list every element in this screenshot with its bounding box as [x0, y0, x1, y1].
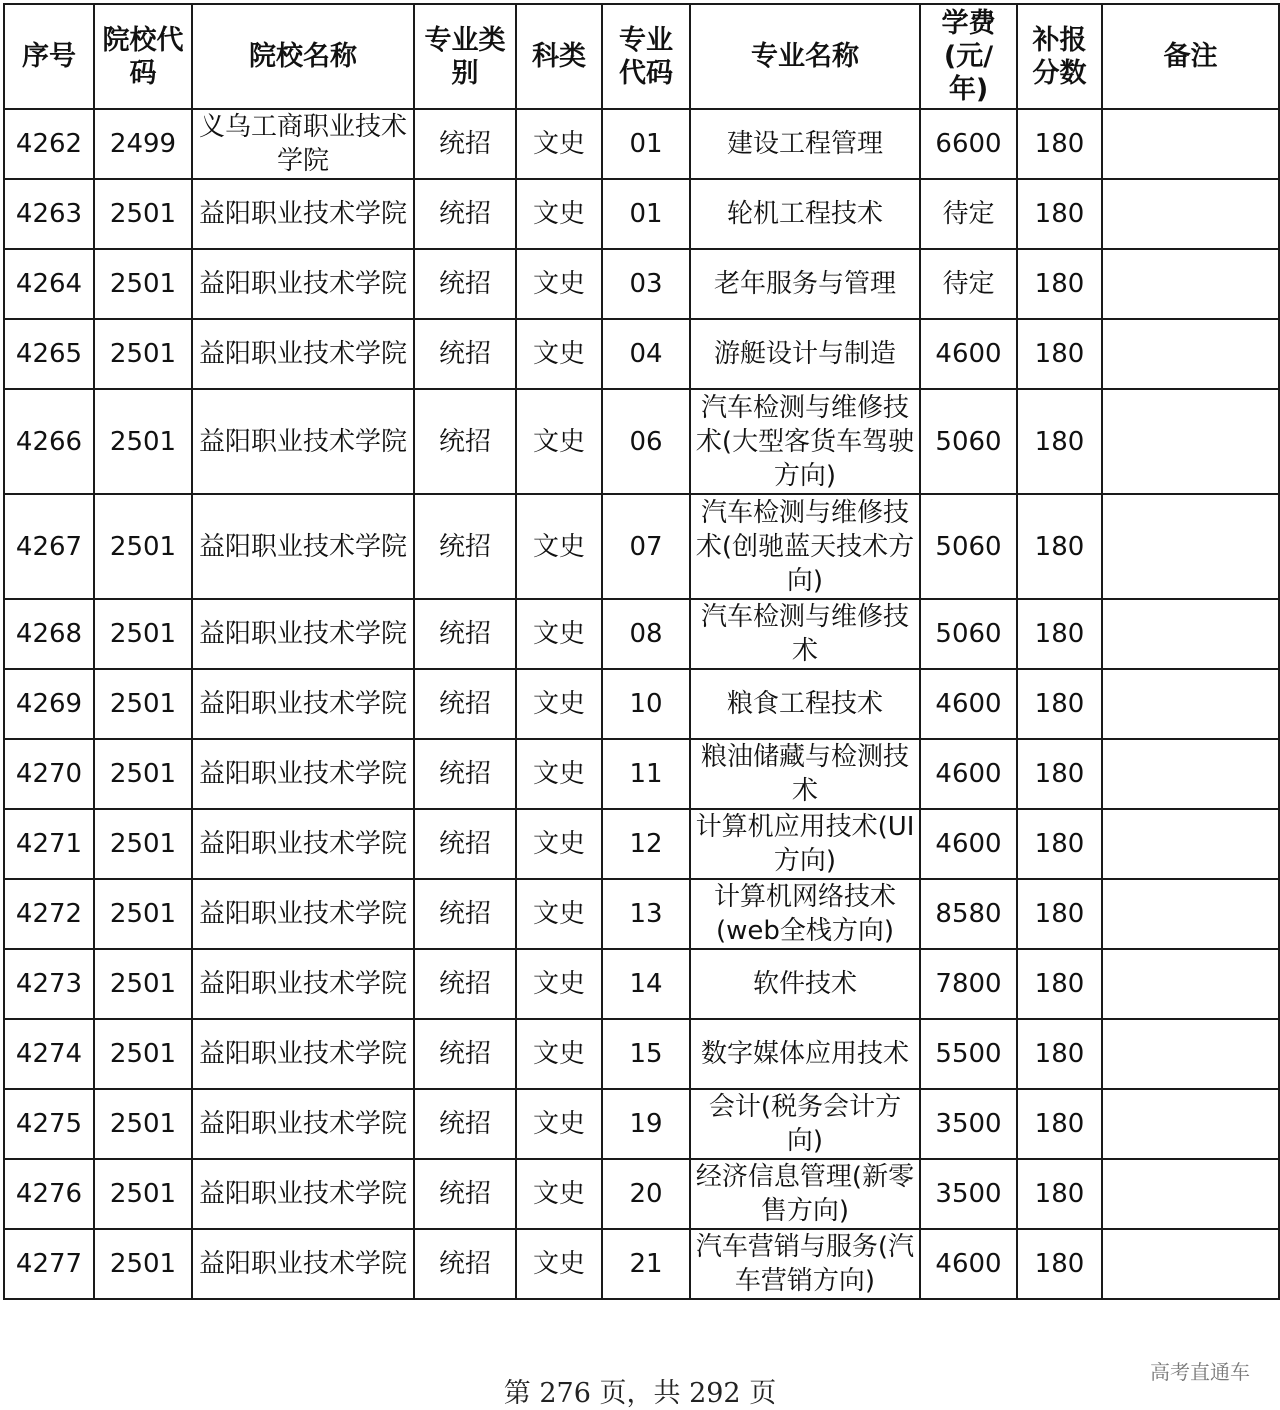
- cell-subject: 文史: [516, 739, 602, 809]
- page-footer: 第 276 页，共 292 页: [503, 1378, 777, 1409]
- cell-school-name: 益阳职业技术学院: [192, 879, 414, 949]
- cell-school-code: 2501: [94, 1089, 192, 1159]
- table-row: [4, 1229, 1279, 1299]
- cell-remark: [1102, 494, 1279, 599]
- cell-subject: 文史: [516, 389, 602, 494]
- cell-school-name: 益阳职业技术学院: [192, 739, 414, 809]
- cell-remark: [1102, 599, 1279, 669]
- cell-major-type: 统招: [414, 249, 516, 319]
- cell-score: 180: [1017, 389, 1102, 494]
- table-row: [4, 179, 1279, 249]
- cell-remark: [1102, 669, 1279, 739]
- cell-remark: [1102, 109, 1279, 179]
- cell-seq: 4274: [4, 1019, 94, 1089]
- cell-school-name: 益阳职业技术学院: [192, 389, 414, 494]
- header-school-name: 院校名称: [192, 4, 414, 109]
- table-row: [4, 319, 1279, 389]
- cell-major-type: 统招: [414, 949, 516, 1019]
- cell-tuition: 待定: [920, 249, 1017, 319]
- cell-subject: 文史: [516, 1089, 602, 1159]
- cell-score: 180: [1017, 599, 1102, 669]
- cell-major-code: 21: [602, 1229, 690, 1299]
- cell-major-name: 计算机应用技术(UI方向): [690, 809, 920, 879]
- cell-major-code: 19: [602, 1089, 690, 1159]
- cell-school-code: 2499: [94, 109, 192, 179]
- cell-remark: [1102, 179, 1279, 249]
- cell-school-code: 2501: [94, 949, 192, 1019]
- table-row: [4, 599, 1279, 669]
- cell-major-name: 老年服务与管理: [690, 249, 920, 319]
- header-school-code: 院校代码: [94, 4, 192, 109]
- cell-major-code: 04: [602, 319, 690, 389]
- cell-major-name: 轮机工程技术: [690, 179, 920, 249]
- cell-remark: [1102, 1229, 1279, 1299]
- cell-major-type: 统招: [414, 494, 516, 599]
- cell-major-name: 粮油储藏与检测技术: [690, 739, 920, 809]
- cell-major-code: 06: [602, 389, 690, 494]
- header-major-code: 专业代码: [602, 4, 690, 109]
- cell-tuition: 8580: [920, 879, 1017, 949]
- cell-school-name: 益阳职业技术学院: [192, 1229, 414, 1299]
- cell-major-name: 建设工程管理: [690, 109, 920, 179]
- cell-school-name: 益阳职业技术学院: [192, 669, 414, 739]
- cell-subject: 文史: [516, 109, 602, 179]
- cell-major-type: 统招: [414, 599, 516, 669]
- cell-subject: 文史: [516, 809, 602, 879]
- cell-tuition: 5060: [920, 599, 1017, 669]
- cell-seq: 4265: [4, 319, 94, 389]
- cell-major-code: 07: [602, 494, 690, 599]
- cell-subject: 文史: [516, 949, 602, 1019]
- cell-school-name: 益阳职业技术学院: [192, 249, 414, 319]
- cell-tuition: 3500: [920, 1089, 1017, 1159]
- cell-seq: 4271: [4, 809, 94, 879]
- cell-score: 180: [1017, 809, 1102, 879]
- cell-remark: [1102, 809, 1279, 879]
- cell-seq: 4272: [4, 879, 94, 949]
- cell-major-name: 数字媒体应用技术: [690, 1019, 920, 1089]
- header-major-type: 专业类别: [414, 4, 516, 109]
- watermark: 高考直通车: [1150, 1360, 1250, 1384]
- cell-school-code: 2501: [94, 319, 192, 389]
- header-remark: 备注: [1102, 4, 1279, 109]
- cell-score: 180: [1017, 1229, 1102, 1299]
- cell-seq: 4263: [4, 179, 94, 249]
- table-row: [4, 1159, 1279, 1229]
- cell-score: 180: [1017, 1159, 1102, 1229]
- cell-score: 180: [1017, 949, 1102, 1019]
- cell-school-code: 2501: [94, 494, 192, 599]
- cell-major-name: 汽车检测与维修技术: [690, 599, 920, 669]
- cell-school-name: 义乌工商职业技术学院: [192, 109, 414, 179]
- cell-major-type: 统招: [414, 109, 516, 179]
- cell-subject: 文史: [516, 1159, 602, 1229]
- cell-school-code: 2501: [94, 809, 192, 879]
- cell-seq: 4268: [4, 599, 94, 669]
- cell-major-type: 统招: [414, 669, 516, 739]
- cell-major-code: 20: [602, 1159, 690, 1229]
- cell-remark: [1102, 319, 1279, 389]
- cell-tuition: 4600: [920, 809, 1017, 879]
- table-row: [4, 494, 1279, 599]
- table-row: [4, 739, 1279, 809]
- cell-school-name: 益阳职业技术学院: [192, 319, 414, 389]
- cell-school-code: 2501: [94, 879, 192, 949]
- cell-remark: [1102, 389, 1279, 494]
- cell-tuition: 5060: [920, 494, 1017, 599]
- cell-score: 180: [1017, 739, 1102, 809]
- cell-subject: 文史: [516, 494, 602, 599]
- cell-school-name: 益阳职业技术学院: [192, 179, 414, 249]
- table-row: [4, 249, 1279, 319]
- cell-remark: [1102, 879, 1279, 949]
- cell-major-name: 汽车检测与维修技术(大型客货车驾驶方向): [690, 389, 920, 494]
- cell-seq: 4275: [4, 1089, 94, 1159]
- cell-major-code: 03: [602, 249, 690, 319]
- cell-major-name: 会计(税务会计方向): [690, 1089, 920, 1159]
- cell-seq: 4270: [4, 739, 94, 809]
- cell-major-type: 统招: [414, 1159, 516, 1229]
- cell-remark: [1102, 1089, 1279, 1159]
- cell-major-name: 计算机网络技术(web全栈方向): [690, 879, 920, 949]
- cell-tuition: 3500: [920, 1159, 1017, 1229]
- cell-major-type: 统招: [414, 389, 516, 494]
- cell-subject: 文史: [516, 319, 602, 389]
- cell-school-name: 益阳职业技术学院: [192, 599, 414, 669]
- cell-school-code: 2501: [94, 599, 192, 669]
- cell-seq: 4264: [4, 249, 94, 319]
- header-score: 补报分数: [1017, 4, 1102, 109]
- cell-major-type: 统招: [414, 739, 516, 809]
- cell-remark: [1102, 739, 1279, 809]
- cell-subject: 文史: [516, 179, 602, 249]
- table-row: [4, 1019, 1279, 1089]
- cell-major-name: 软件技术: [690, 949, 920, 1019]
- table-row: [4, 879, 1279, 949]
- cell-remark: [1102, 249, 1279, 319]
- cell-tuition: 5500: [920, 1019, 1017, 1089]
- table-row: [4, 109, 1279, 179]
- cell-subject: 文史: [516, 249, 602, 319]
- cell-major-name: 汽车检测与维修技术(创驰蓝天技术方向): [690, 494, 920, 599]
- cell-school-name: 益阳职业技术学院: [192, 949, 414, 1019]
- cell-school-name: 益阳职业技术学院: [192, 809, 414, 879]
- table-row: [4, 389, 1279, 494]
- cell-subject: 文史: [516, 879, 602, 949]
- cell-seq: 4273: [4, 949, 94, 1019]
- cell-tuition: 4600: [920, 669, 1017, 739]
- cell-tuition: 4600: [920, 739, 1017, 809]
- cell-major-code: 14: [602, 949, 690, 1019]
- cell-major-type: 统招: [414, 179, 516, 249]
- cell-remark: [1102, 949, 1279, 1019]
- cell-seq: 4269: [4, 669, 94, 739]
- cell-score: 180: [1017, 1089, 1102, 1159]
- cell-major-name: 经济信息管理(新零售方向): [690, 1159, 920, 1229]
- cell-major-type: 统招: [414, 879, 516, 949]
- cell-subject: 文史: [516, 669, 602, 739]
- cell-tuition: 7800: [920, 949, 1017, 1019]
- cell-major-code: 08: [602, 599, 690, 669]
- cell-major-name: 游艇设计与制造: [690, 319, 920, 389]
- cell-major-code: 01: [602, 109, 690, 179]
- table-row: [4, 949, 1279, 1019]
- cell-tuition: 待定: [920, 179, 1017, 249]
- cell-school-name: 益阳职业技术学院: [192, 1159, 414, 1229]
- cell-score: 180: [1017, 109, 1102, 179]
- cell-school-code: 2501: [94, 249, 192, 319]
- cell-seq: 4267: [4, 494, 94, 599]
- header-row: [4, 4, 1279, 109]
- cell-major-type: 统招: [414, 319, 516, 389]
- table-body: [4, 109, 1279, 1299]
- cell-school-name: 益阳职业技术学院: [192, 494, 414, 599]
- cell-major-type: 统招: [414, 809, 516, 879]
- cell-score: 180: [1017, 1019, 1102, 1089]
- cell-seq: 4276: [4, 1159, 94, 1229]
- cell-school-name: 益阳职业技术学院: [192, 1019, 414, 1089]
- cell-school-code: 2501: [94, 1019, 192, 1089]
- table-row: [4, 809, 1279, 879]
- cell-school-code: 2501: [94, 669, 192, 739]
- cell-subject: 文史: [516, 1019, 602, 1089]
- cell-school-code: 2501: [94, 389, 192, 494]
- cell-score: 180: [1017, 179, 1102, 249]
- cell-major-name: 粮食工程技术: [690, 669, 920, 739]
- cell-score: 180: [1017, 494, 1102, 599]
- header-major-name: 专业名称: [690, 4, 920, 109]
- cell-remark: [1102, 1159, 1279, 1229]
- cell-seq: 4277: [4, 1229, 94, 1299]
- cell-school-name: 益阳职业技术学院: [192, 1089, 414, 1159]
- cell-subject: 文史: [516, 1229, 602, 1299]
- cell-school-code: 2501: [94, 179, 192, 249]
- cell-remark: [1102, 1019, 1279, 1089]
- cell-score: 180: [1017, 319, 1102, 389]
- header-subject: 科类: [516, 4, 602, 109]
- header-tuition: 学费(元/年): [920, 4, 1017, 109]
- cell-major-code: 13: [602, 879, 690, 949]
- cell-score: 180: [1017, 879, 1102, 949]
- cell-tuition: 4600: [920, 1229, 1017, 1299]
- cell-seq: 4266: [4, 389, 94, 494]
- cell-score: 180: [1017, 669, 1102, 739]
- cell-major-code: 11: [602, 739, 690, 809]
- cell-major-code: 15: [602, 1019, 690, 1089]
- cell-major-code: 12: [602, 809, 690, 879]
- cell-seq: 4262: [4, 109, 94, 179]
- cell-subject: 文史: [516, 599, 602, 669]
- cell-tuition: 6600: [920, 109, 1017, 179]
- cell-major-type: 统招: [414, 1019, 516, 1089]
- cell-major-code: 01: [602, 179, 690, 249]
- cell-tuition: 4600: [920, 319, 1017, 389]
- admission-table: [3, 3, 1280, 1300]
- cell-school-code: 2501: [94, 1159, 192, 1229]
- cell-major-code: 10: [602, 669, 690, 739]
- cell-major-name: 汽车营销与服务(汽车营销方向): [690, 1229, 920, 1299]
- cell-tuition: 5060: [920, 389, 1017, 494]
- cell-major-type: 统招: [414, 1089, 516, 1159]
- cell-school-code: 2501: [94, 739, 192, 809]
- table-row: [4, 1089, 1279, 1159]
- cell-major-type: 统招: [414, 1229, 516, 1299]
- cell-school-code: 2501: [94, 1229, 192, 1299]
- cell-score: 180: [1017, 249, 1102, 319]
- table-row: [4, 669, 1279, 739]
- header-seq: 序号: [4, 4, 94, 109]
